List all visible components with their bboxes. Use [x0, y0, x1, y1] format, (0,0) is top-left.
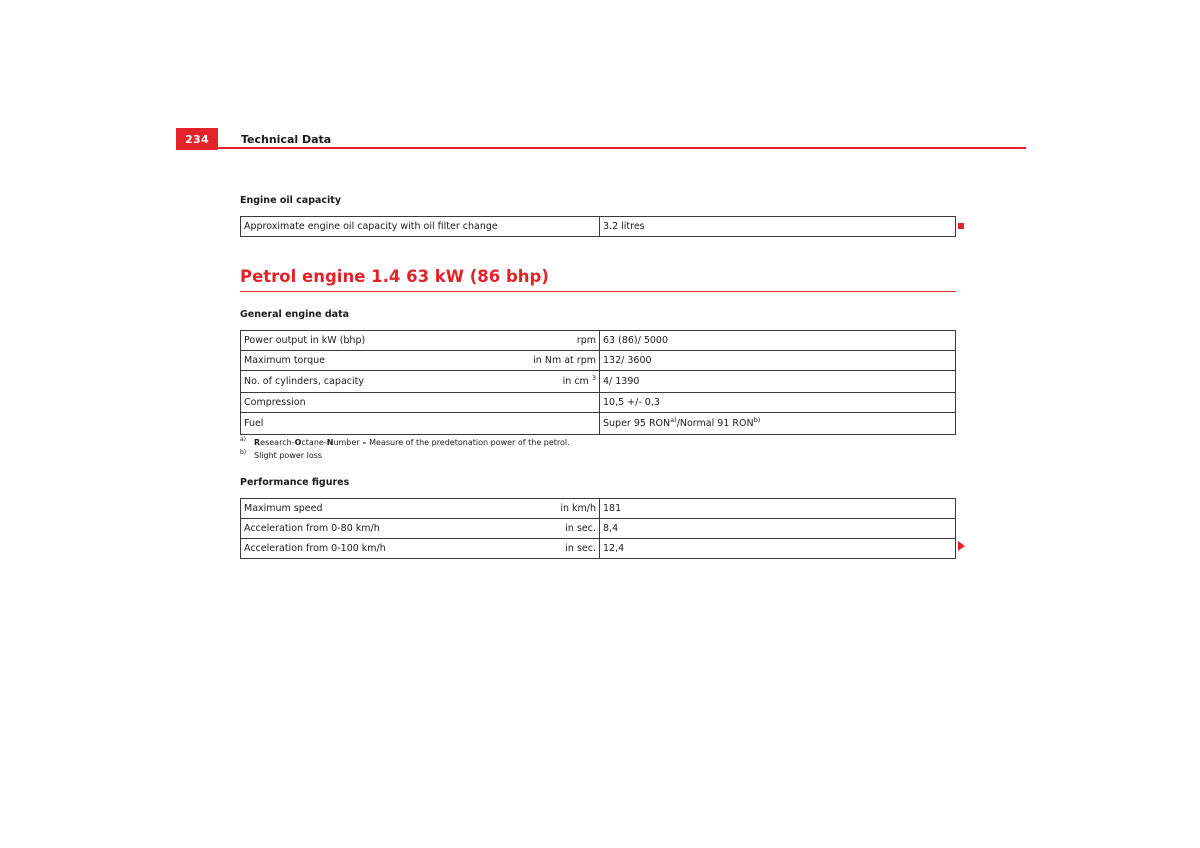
footnote-mark: a)	[240, 436, 247, 443]
oil-capacity-label: Approximate engine oil capacity with oil filter change	[241, 217, 600, 237]
header-rule	[218, 147, 1026, 149]
footnote-mark: b)	[240, 449, 247, 456]
row-label: Maximum speed	[244, 503, 323, 514]
row-unit-superscript: 3	[591, 373, 596, 382]
table-row	[241, 393, 956, 413]
footnote-ref: a)	[670, 415, 677, 424]
row-unit: rpm	[576, 335, 596, 346]
performance-figures-heading: Performance figures	[240, 477, 350, 488]
row-label: Power output in kW (bhp)	[244, 335, 366, 346]
table-row	[241, 217, 956, 237]
row-label: Maximum torque	[244, 355, 326, 366]
page-number: 234	[176, 128, 218, 150]
row-unit: in sec.	[565, 543, 596, 554]
row-unit: in Nm at rpm	[533, 355, 596, 366]
footnote-text: Slight power loss	[254, 451, 323, 460]
performance-figures-table	[240, 498, 956, 559]
row-unit: in sec.	[565, 523, 596, 534]
section-rule	[240, 291, 956, 292]
row-unit: in km/h	[560, 503, 596, 514]
footnote-ref: b)	[753, 415, 761, 424]
row-value: 132/ 3600	[600, 351, 956, 371]
row-value: 12,4	[600, 539, 956, 559]
oil-capacity-value: 3.2 litres	[600, 217, 956, 237]
footnote-a: a) Research-Octane-Number – Measure of the predetonation power of the petrol.	[240, 436, 570, 447]
general-engine-data-heading: General engine data	[240, 309, 350, 320]
row-value: 63 (86)/ 5000	[600, 331, 956, 351]
table-row	[241, 413, 956, 435]
row-label: No. of cylinders, capacity	[244, 376, 364, 387]
table-row	[241, 539, 956, 559]
footnote-b	[240, 451, 322, 460]
row-value: 4/ 1390	[600, 371, 956, 393]
row-unit: in cm	[562, 376, 589, 387]
row-value: 8,4	[600, 519, 956, 539]
row-label: Acceleration from 0-100 km/h	[244, 543, 386, 554]
general-engine-data-table	[240, 330, 956, 435]
continue-arrow-icon	[958, 541, 965, 551]
fuel-value: Super 95 RON$^{a)}$/Normal 91 RON$^{b)}$	[600, 413, 956, 435]
section-title: Petrol engine 1.4 63 kW (86 bhp)	[240, 267, 549, 286]
row-value: 10,5 +/- 0,3	[600, 393, 956, 413]
row-label: Acceleration from 0-80 km/h	[244, 523, 380, 534]
oil-capacity-heading: Engine oil capacity	[240, 195, 342, 206]
row-label: Compression	[244, 397, 306, 408]
table-row	[241, 519, 956, 539]
row-value: 181	[600, 499, 956, 519]
oil-capacity-table	[240, 216, 956, 237]
table-row	[241, 331, 956, 351]
table-row	[241, 499, 956, 519]
row-label: Fuel	[244, 418, 264, 429]
table-row	[241, 351, 956, 371]
table-row	[241, 371, 956, 393]
header-title: Technical Data	[241, 133, 332, 146]
end-of-section-square-icon	[958, 223, 964, 229]
